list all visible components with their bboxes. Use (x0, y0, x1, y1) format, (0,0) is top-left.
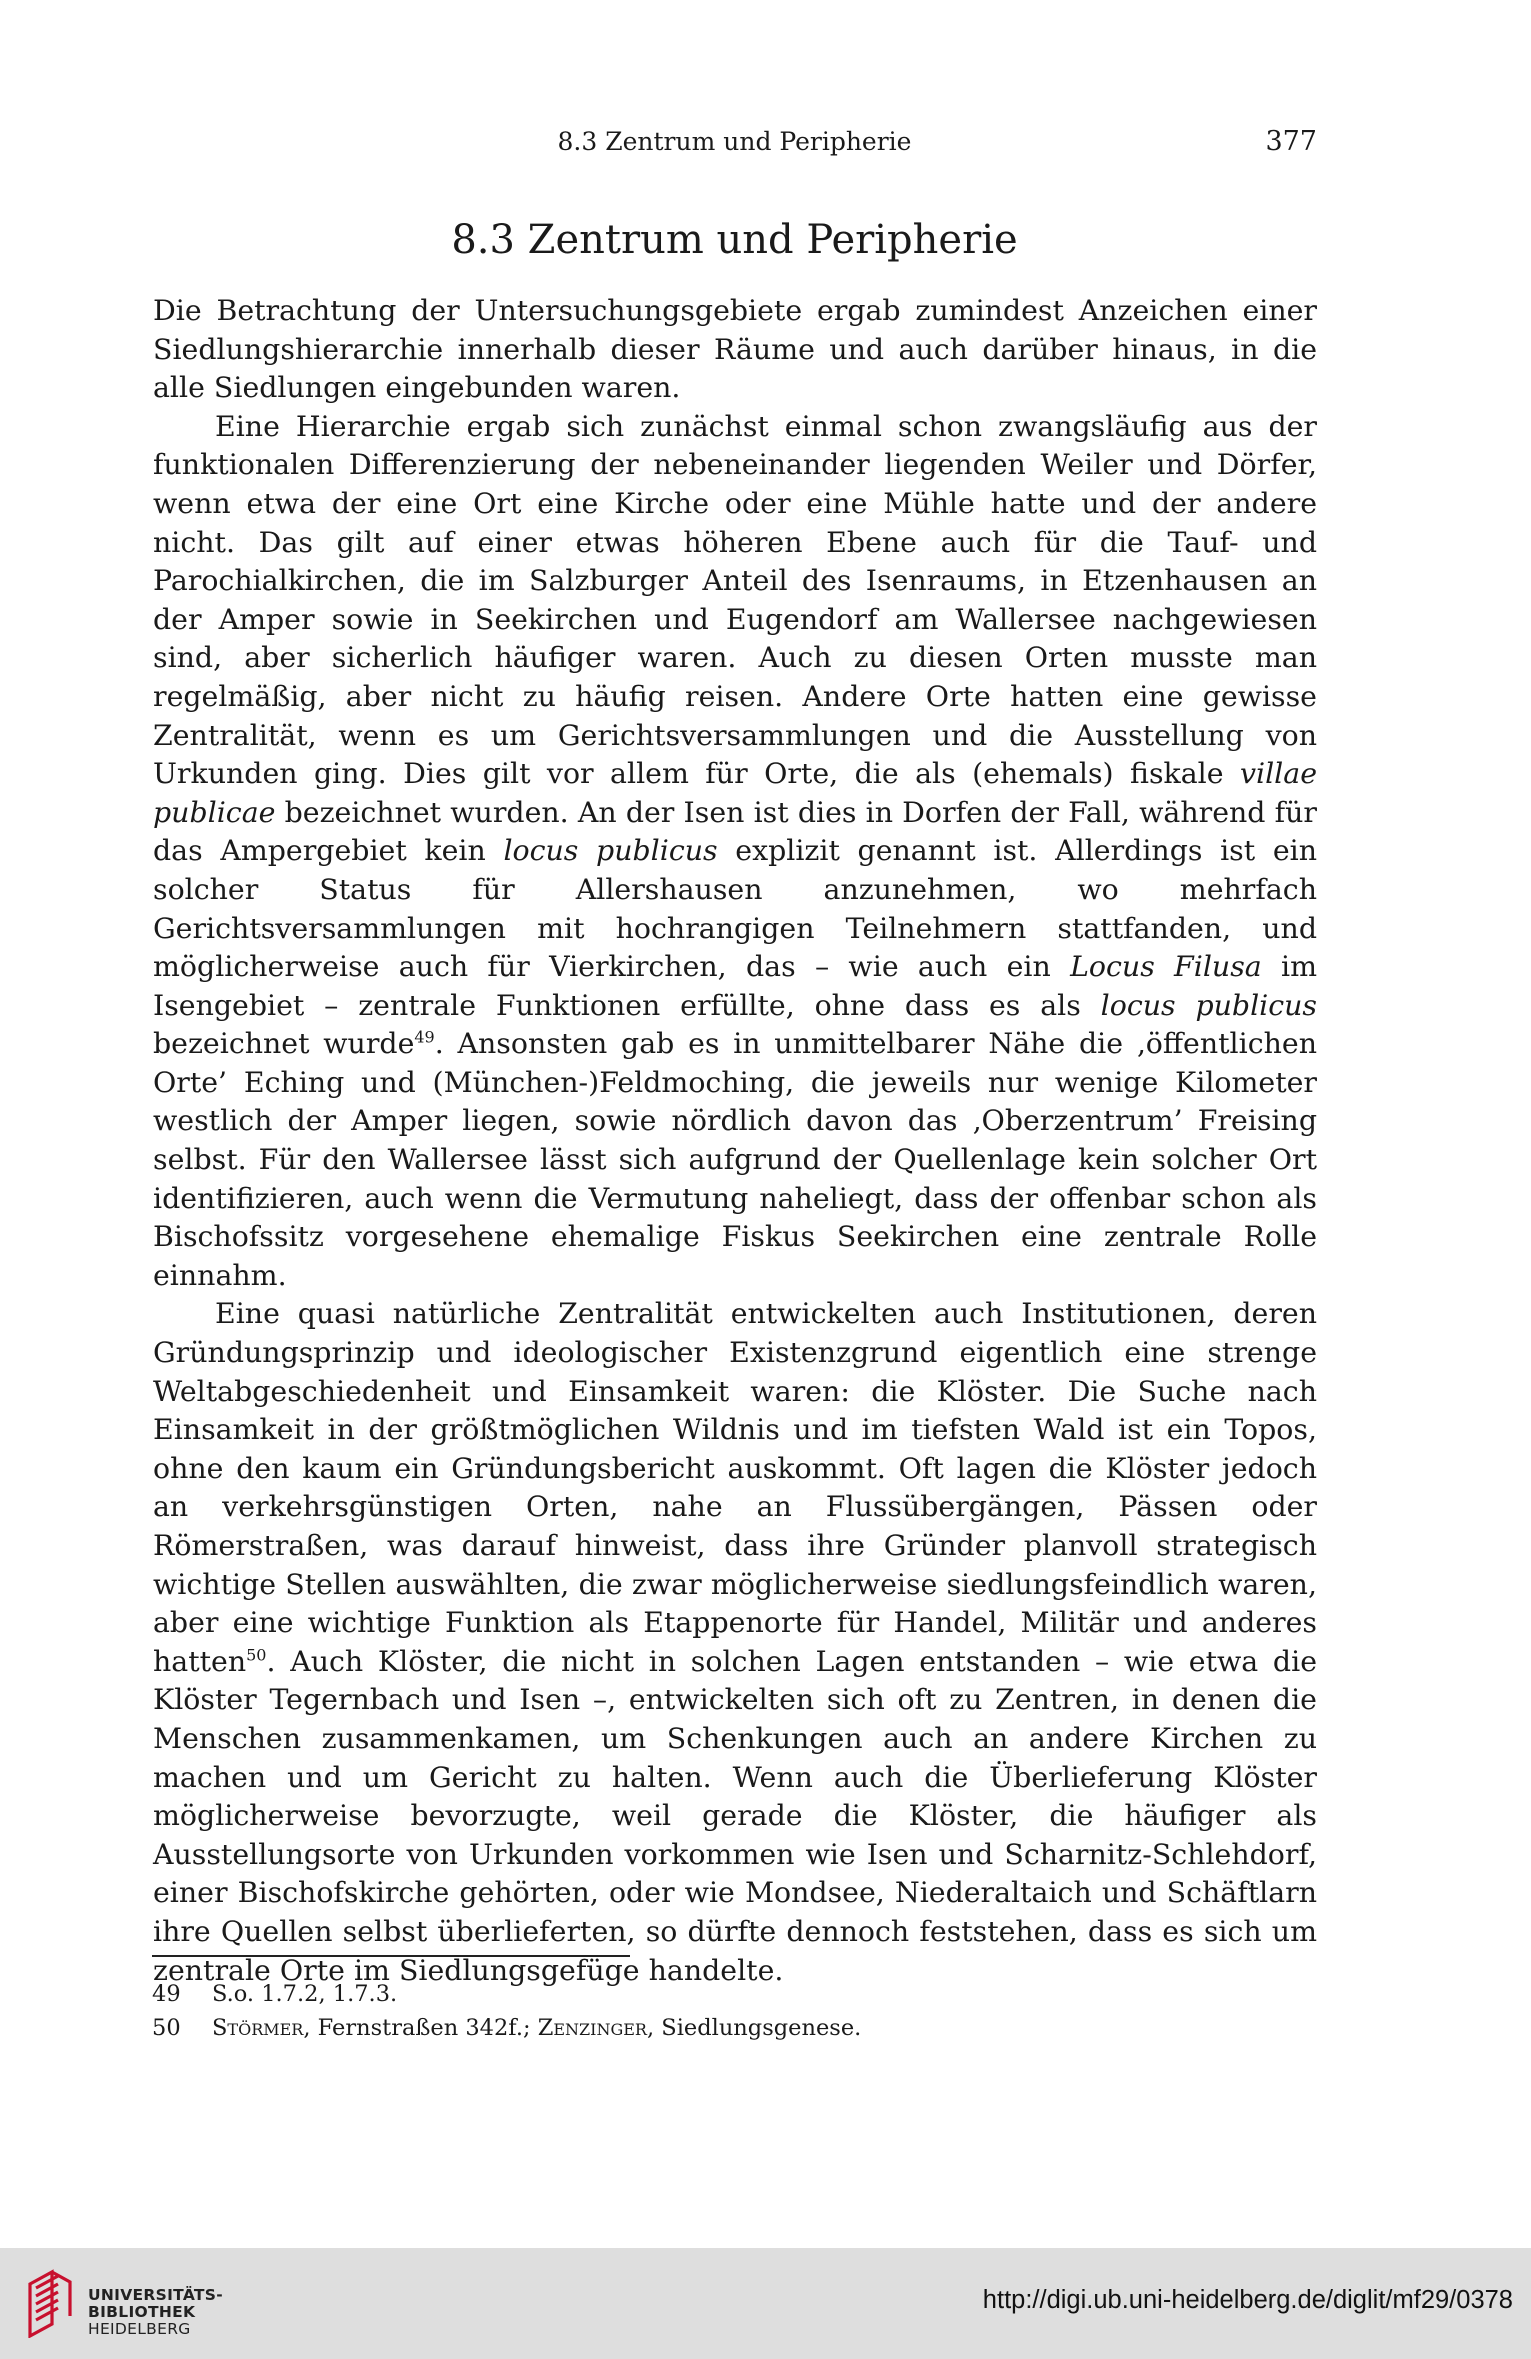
author-name: Zenzinger (537, 2015, 647, 2041)
running-head (152, 122, 1317, 162)
text-run: Eine quasi natürliche Zentralität entwickelten auch Institutionen, deren Gründungsprinzip und ideologischer Existenzgrund eigentlich eine strenge Weltabgeschiedenheit und Einsamkeit waren: die Klöster. Die Suche nach Einsamkeit in der größtmöglichen Wildnis und im tiefsten Wald ist ein Topos, ohne den kaum ein Gründungsbericht auskommt. Oft lagen die Klöster jedoch an verkehrsgünstigen Orten, nahe an Flussübergängen, Pässen oder Römerstraßen, was darauf hinweist, dass ihre Gründer planvoll strategisch wichtige Stellen auswählten, die zwar möglicherweise siedlungsfeindlich waren, aber eine wichtige Funktion als Etappenorte für Handel, Militär und anderes hatten (153, 1297, 1317, 1678)
footnote (152, 1977, 1317, 2011)
footnote-number: 49 (152, 1981, 181, 2007)
logo-text-line-1: UNIVERSITÄTS- (88, 2286, 224, 2304)
author-name: Störmer (212, 2015, 304, 2041)
footnote-divider (152, 1955, 630, 1957)
text-run: Eine Hierarchie ergab sich zunächst einmal schon zwangsläufig aus der funktionalen Differenzierung der nebeneinander liegenden Weiler und Dörfer, wenn etwa der eine Ort eine Kirche oder eine Mühle hatte und der andere nicht. Das gilt auf einer etwas höheren Ebene auch für die Tauf- und Parochialkirchen, die im Salzburger Anteil des Isenraums, in Etzenhausen an der Amper sowie in Seekirchen und Eugendorf am Wallersee nachgewiesen sind, aber sicherlich häufiger waren. Auch zu diesen Orten musste man regelmäßig, aber nicht zu häufig reisen. Andere Orte hatten eine gewisse Zentralität, wenn es um Gerichtsversammlungen und die Ausstellung von Urkunden ging. Dies gilt vor allem für Orte, die als (ehemals) fiskale (153, 409, 1317, 791)
italic-term: locus publicus (503, 834, 718, 868)
digitization-footer (0, 2248, 1531, 2359)
footnotes (152, 1977, 1317, 2045)
text-run: explizit genannt ist. Allerdings ist ein solcher Status für Allershausen anzunehmen, wo mehrfach Gerichtsversammlungen mit hochrangigen Teilnehmern stattfanden, und möglicherweise auch für Vierkirchen, das – wie auch ein (153, 834, 1317, 984)
italic-term: locus publicus (1100, 988, 1318, 1022)
chapter-title: 8.3 Zentrum und Peripherie (451, 217, 1018, 263)
logo-text-line-3: HEIDELBERG (88, 2320, 191, 2338)
footnote-reference[interactable]: 50 (246, 1645, 267, 1665)
italic-term: Locus Filusa (1070, 950, 1262, 984)
footnote-number: 50 (152, 2015, 181, 2041)
text-run: bezeichnet wurde (153, 1027, 415, 1061)
text-run: im Isengebiet – zentrale Funktionen erfüllte, ohne dass es als (153, 950, 1317, 1022)
paragraph (153, 292, 1317, 408)
footnote (152, 2011, 1317, 2045)
logo-text-line-2: BIBLIOTHEK (88, 2303, 196, 2321)
text-run: . Ansonsten gab es in unmittelbarer Nähe die ‚öffentlichen Orte’ Eching und (München-)Feldmoching, die jeweils nur wenige Kilometer westlich der Amper liegen, sowie nördlich davon das ‚Oberzentrum’ Freising selbst. Für den Wallersee lässt sich aufgrund der Quellenlage kein solcher Ort identifizieren, auch wenn die Vermutung naheliegt, dass der offenbar schon als Bischofssitz vorgesehene ehemalige Fiskus Seekirchen eine zentrale Rolle einnahm. (153, 1027, 1317, 1292)
text-run: , Fernstraßen 342f.; (303, 2015, 538, 2041)
text-run: , Siedlungsgenese. (646, 2015, 862, 2041)
source-url-link[interactable]: http://digi.ub.uni-heidelberg.de/diglit/mf29/0378 (982, 2286, 1513, 2314)
text-run: bezeichnet wurden. An der Isen ist dies in Dorfen der Fall, während für das Ampergebiet kein (153, 795, 1317, 868)
page-number: 377 (1265, 126, 1317, 157)
running-head-title: 8.3 Zentrum und Peripherie (557, 127, 912, 156)
text-run: . Auch Klöster, die nicht in solchen Lagen entstanden – wie etwa die Klöster Tegernbach und Isen –, entwickelten sich oft zu Zentren, in denen die Menschen zusammenkamen, um Schenkungen auch an andere Kirchen zu machen und um Gericht zu halten. Wenn auch die Überlieferung Klöster möglicherweise bevorzugte, weil gerade die Klöster, die häufiger als Ausstellungsorte von Urkunden vorkommen wie Isen und Scharnitz-Schlehdorf, einer Bischofskirche gehörten, oder wie Mondsee, Niederaltaich und Schäftlarn ihre Quellen selbst überlieferten, so dürfte dennoch feststehen, dass es sich um zentrale Orte im Siedlungsgefüge handelte. (153, 1644, 1317, 1987)
paragraph (153, 408, 1317, 1296)
body-text (153, 292, 1317, 1990)
footnote-reference[interactable]: 49 (414, 1027, 435, 1047)
library-logo-icon (22, 2266, 78, 2338)
library-logo (22, 2262, 224, 2346)
text-run: S.o. 1.7.2, 1.7.3. (212, 1981, 398, 2007)
italic-term: villae publicae (153, 757, 1317, 829)
paragraph (153, 1295, 1317, 1990)
text-run: Die Betrachtung der Untersuchungsgebiete ergab zumindest Anzeichen einer Siedlungshierarchie innerhalb dieser Räume und auch darüber hinaus, in die alle Siedlungen eingebunden waren. (153, 294, 1317, 405)
